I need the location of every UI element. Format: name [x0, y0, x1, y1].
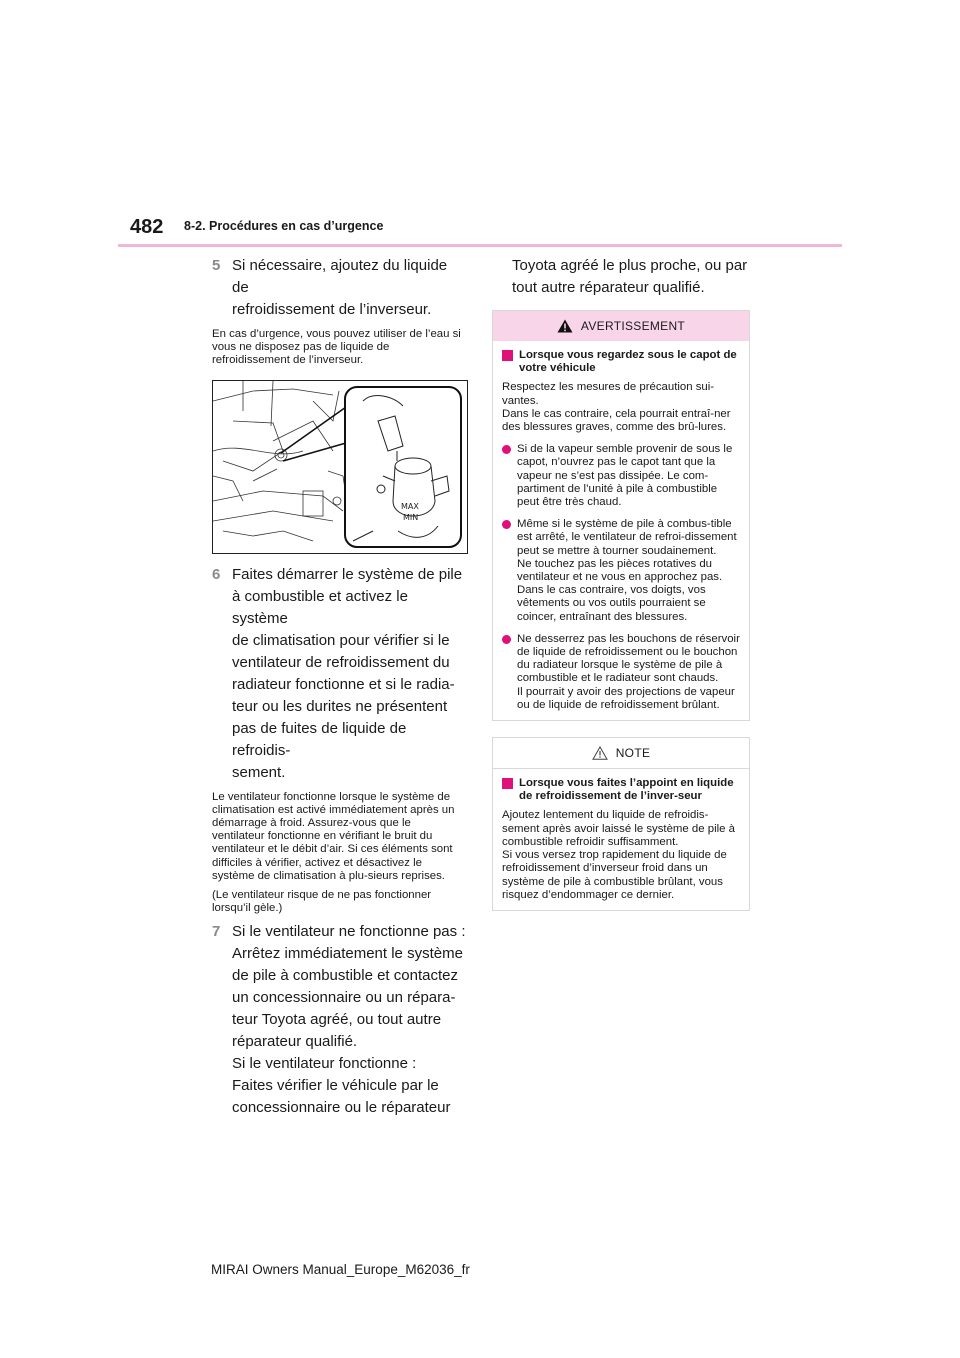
- step-line: un concessionnaire ou un répara-: [232, 989, 456, 1007]
- header-rule: [118, 244, 842, 247]
- step-7-continued: Toyota agréé le plus proche, ou par: [512, 257, 748, 274]
- warning-title: AVERTISSEMENT: [580, 319, 686, 333]
- warning-box: [492, 310, 750, 721]
- circle-bullet-icon: [502, 635, 511, 644]
- step-line: Si le ventilateur fonctionne :: [232, 1055, 417, 1073]
- step-line: teur ou les durites ne présentent: [232, 697, 448, 715]
- step-7: [212, 921, 466, 1119]
- warning-heading: Lorsque vous regardez sous le capot de votre véhicule: [502, 349, 741, 375]
- step-7-continued: tout autre réparateur qualifié.: [512, 279, 705, 296]
- step-6: [212, 564, 466, 784]
- min-label: MIN: [403, 512, 419, 522]
- left-column: [212, 255, 466, 1119]
- section-title: 8-2. Procédures en cas d’urgence: [184, 219, 384, 233]
- note-box: [492, 737, 750, 911]
- step-line: radiateur fonctionne et si le radia-: [232, 675, 455, 693]
- right-column: [492, 255, 750, 911]
- max-label: MAX: [401, 501, 419, 511]
- circle-bullet-icon: [502, 520, 511, 529]
- step-number: 5: [212, 257, 221, 274]
- footer-document-id: MIRAI Owners Manual_Europe_M62036_fr: [211, 1262, 470, 1277]
- step-line: ventilateur de refroidissement du: [232, 653, 450, 671]
- step-line: de pile à combustible et contactez: [232, 967, 458, 985]
- coolant-refill-illustration: [212, 380, 468, 554]
- step-5: [212, 255, 466, 321]
- note-title: NOTE: [615, 746, 651, 761]
- note-paragraph: Si vous versez trop rapidement du liquide de refroidissement d’inverseur froid dans un système de pile à combustible brûlant, vous risquez d’endommager ce dernier.: [502, 849, 727, 901]
- step-line: réparateur qualifié.: [232, 1033, 358, 1051]
- warning-bullet: Si de la vapeur semble provenir de sous le capot, n’ouvrez pas le capot tant que la vapeur ne s’est pas dissipée. Le com-partiment de l’unité à pile à combustible peut être très chaud.: [502, 443, 741, 509]
- note-heading: Lorsque vous faites l’appoint en liquide de refroidissement de l’inver-seur: [502, 777, 741, 803]
- step-line: sement.: [232, 763, 286, 781]
- step-line: pas de fuites de liquide de refroidis-: [232, 719, 407, 759]
- step-line: Faites démarrer le système de pile: [232, 565, 463, 583]
- note-header: [493, 738, 749, 769]
- step-line: concessionnaire ou le réparateur: [232, 1099, 451, 1117]
- square-bullet-icon: [502, 350, 513, 361]
- warning-bullet: Ne desserrez pas les bouchons de réservoir de liquide de refroidissement ou le bouchon du radiateur lorsque le système de pile à combustible et le radiateur sont chauds. Il pourrait y avoir des projections de vapeur ou de liquide de refroidissement brûlant.: [502, 633, 741, 712]
- step-line: Faites vérifier le véhicule par le: [232, 1077, 439, 1095]
- square-bullet-icon: [502, 778, 513, 789]
- step-line: refroidissement de l’inverseur.: [232, 301, 432, 318]
- warning-triangle-icon: [557, 319, 573, 333]
- warning-intro: Respectez les mesures de précaution sui-vantes.: [502, 381, 715, 407]
- step-line: Si le ventilateur ne fonctionne pas :: [232, 923, 466, 941]
- circle-bullet-icon: [502, 445, 511, 454]
- step-line: teur Toyota agréé, ou tout autre: [232, 1011, 442, 1029]
- warning-bullet: Même si le système de pile à combus-tible est arrêté, le ventilateur de refroi-dissement peut se mettre à tourner soudainement. Ne touchez pas les pièces rotatives du ventilateur et ne vous en approchez pas. Dans le cas contraire, vos doigts, vos vêtements ou vos outils pourraient se coincer, entraînant des blessures.: [502, 518, 741, 624]
- caution-outline-icon: [592, 746, 608, 760]
- warning-header: [493, 311, 749, 341]
- step-line: de climatisation pour vérifier si le: [232, 631, 450, 649]
- step-line: Arrêtez immédiatement le système: [232, 945, 463, 963]
- step-line: à combustible et activez le système: [232, 587, 408, 627]
- step-line: Si nécessaire, ajoutez du liquide de: [232, 257, 448, 296]
- step-5-note: En cas d’urgence, vous pouvez utiliser de l’eau si vous ne disposez pas de liquide de refroidissement de l’inverseur.: [212, 328, 461, 367]
- note-paragraph: Ajoutez lentement du liquide de refroidis-sement après avoir laissé le système de pile à combustible refroidir suffisamment.: [502, 809, 735, 848]
- page-number: 482: [130, 216, 164, 238]
- step-number: 6: [212, 565, 221, 583]
- step-6-note: Le ventilateur fonctionne lorsque le système de climatisation est activé immédiatement après un démarrage à froid. Assurez-vous que le ventilateur fonctionne en vérifiant le bruit du ventilateur et le débit d’air. Si ces éléments sont difficiles à vérifier, activez et désactivez le système de climatisation à plu-sieurs reprises.: [212, 790, 455, 882]
- step-number: 7: [212, 923, 221, 941]
- step-6-note-2: (Le ventilateur risque de ne pas fonctionner lorsqu’il gèle.): [212, 889, 432, 915]
- warning-intro-2: Dans le cas contraire, cela pourrait entraî-ner des blessures graves, comme des brû-lures.: [502, 407, 731, 434]
